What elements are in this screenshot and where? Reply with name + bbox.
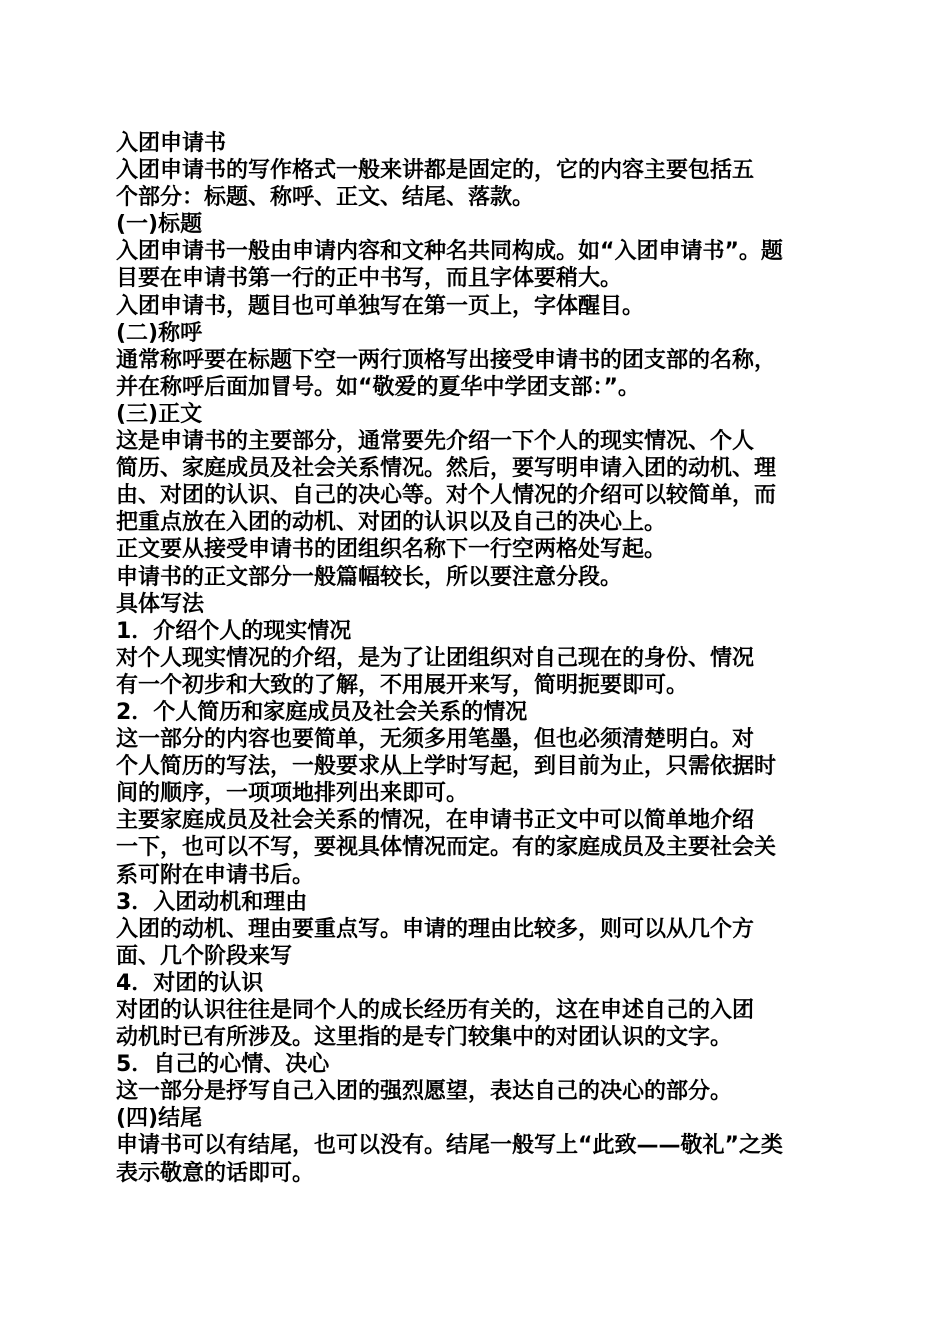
- paragraph-line: 申请书可以有结尾，也可以没有。结尾一般写上“此致——敬礼”之类: [116, 1133, 783, 1159]
- section-heading: (二)称呼: [116, 320, 203, 346]
- paragraph-line: 主要家庭成员及社会关系的情况，在申请书正文中可以简单地介绍: [116, 808, 755, 834]
- numbered-heading: 5．自己的心情、决心: [116, 1052, 330, 1078]
- paragraph-line: 申请书的正文部分一般篇幅较长，所以要注意分段。: [116, 564, 623, 590]
- paragraph-line: 有一个初步和大致的了解，不用展开来写，简明扼要即可。: [116, 672, 689, 698]
- paragraph-line: 这一部分是抒写自己入团的强烈愿望，表达自己的决心的部分。: [116, 1079, 733, 1105]
- paragraph-line: 个部分：标题、称呼、正文、结尾、落款。: [116, 185, 535, 211]
- paragraph-line: 目要在申请书第一行的正中书写，而且字体要稍大。: [116, 266, 623, 292]
- paragraph-line: 系可附在申请书后。: [116, 862, 315, 888]
- paragraph-line: 入团申请书，题目也可单独写在第一页上，字体醒目。: [116, 293, 645, 319]
- paragraph-line: 通常称呼要在标题下空一两行顶格写出接受申请书的团支部的名称，: [116, 347, 777, 373]
- paragraph-line: 表示敬意的话即可。: [116, 1160, 315, 1186]
- numbered-heading: 1．介绍个人的现实情况: [116, 618, 352, 644]
- paragraph-line: 入团申请书的写作格式一般来讲都是固定的，它的内容主要包括五: [116, 158, 755, 184]
- section-heading: (三)正文: [116, 401, 203, 427]
- paragraph-line: 这是申请书的主要部分，通常要先介绍一下个人的现实情况、个人: [116, 429, 755, 455]
- section-heading: (一)标题: [116, 212, 203, 238]
- paragraph-line: 把重点放在入团的动机、对团的认识以及自己的决心上。: [116, 510, 667, 536]
- paragraph-line: 简历、家庭成员及社会关系情况。然后，要写明申请入团的动机、理: [116, 456, 777, 482]
- document-body: [116, 130, 836, 1187]
- paragraph-line: 由、对团的认识、自己的决心等。对个人情况的介绍可以较简单，而: [116, 483, 777, 509]
- section-heading: (四)结尾: [116, 1106, 203, 1132]
- numbered-heading: 3．入团动机和理由: [116, 889, 308, 915]
- subsection-heading: 具体写法: [116, 591, 205, 617]
- paragraph-line: 一下，也可以不写，要视具体情况而定。有的家庭成员及主要社会关: [116, 835, 777, 861]
- paragraph-line: 并在称呼后面加冒号。如“敬爱的夏华中学团支部：”。: [116, 374, 640, 400]
- document-title: 入团申请书: [116, 131, 227, 156]
- numbered-heading: 2．个人简历和家庭成员及社会关系的情况: [116, 699, 528, 725]
- paragraph-line: 这一部分的内容也要简单，无须多用笔墨，但也必须清楚明白。对: [116, 727, 755, 753]
- paragraph-line: 入团申请书一般由申请内容和文种名共同构成。如“入团申请书”。题: [116, 239, 783, 265]
- numbered-heading: 4．对团的认识: [116, 970, 264, 996]
- paragraph-line: 对团的认识往往是同个人的成长经历有关的，这在申述自己的入团: [116, 998, 755, 1023]
- paragraph-line: 个人简历的写法，一般要求从上学时写起，到目前为止，只需依据时: [116, 754, 777, 780]
- paragraph-line: 正文要从接受申请书的团组织名称下一行空两格处写起。: [116, 537, 667, 563]
- paragraph-line: 对个人现实情况的介绍，是为了让团组织对自己现在的身份、情况: [116, 645, 755, 671]
- paragraph-line: 入团的动机、理由要重点写。申请的理由比较多，则可以从几个方: [116, 916, 755, 942]
- paragraph-line: 间的顺序，一项项地排列出来即可。: [116, 781, 469, 807]
- paragraph-line: 面、几个阶段来写: [116, 943, 293, 969]
- paragraph-line: 动机时已有所涉及。这里指的是专门较集中的对团认识的文字。: [116, 1025, 733, 1051]
